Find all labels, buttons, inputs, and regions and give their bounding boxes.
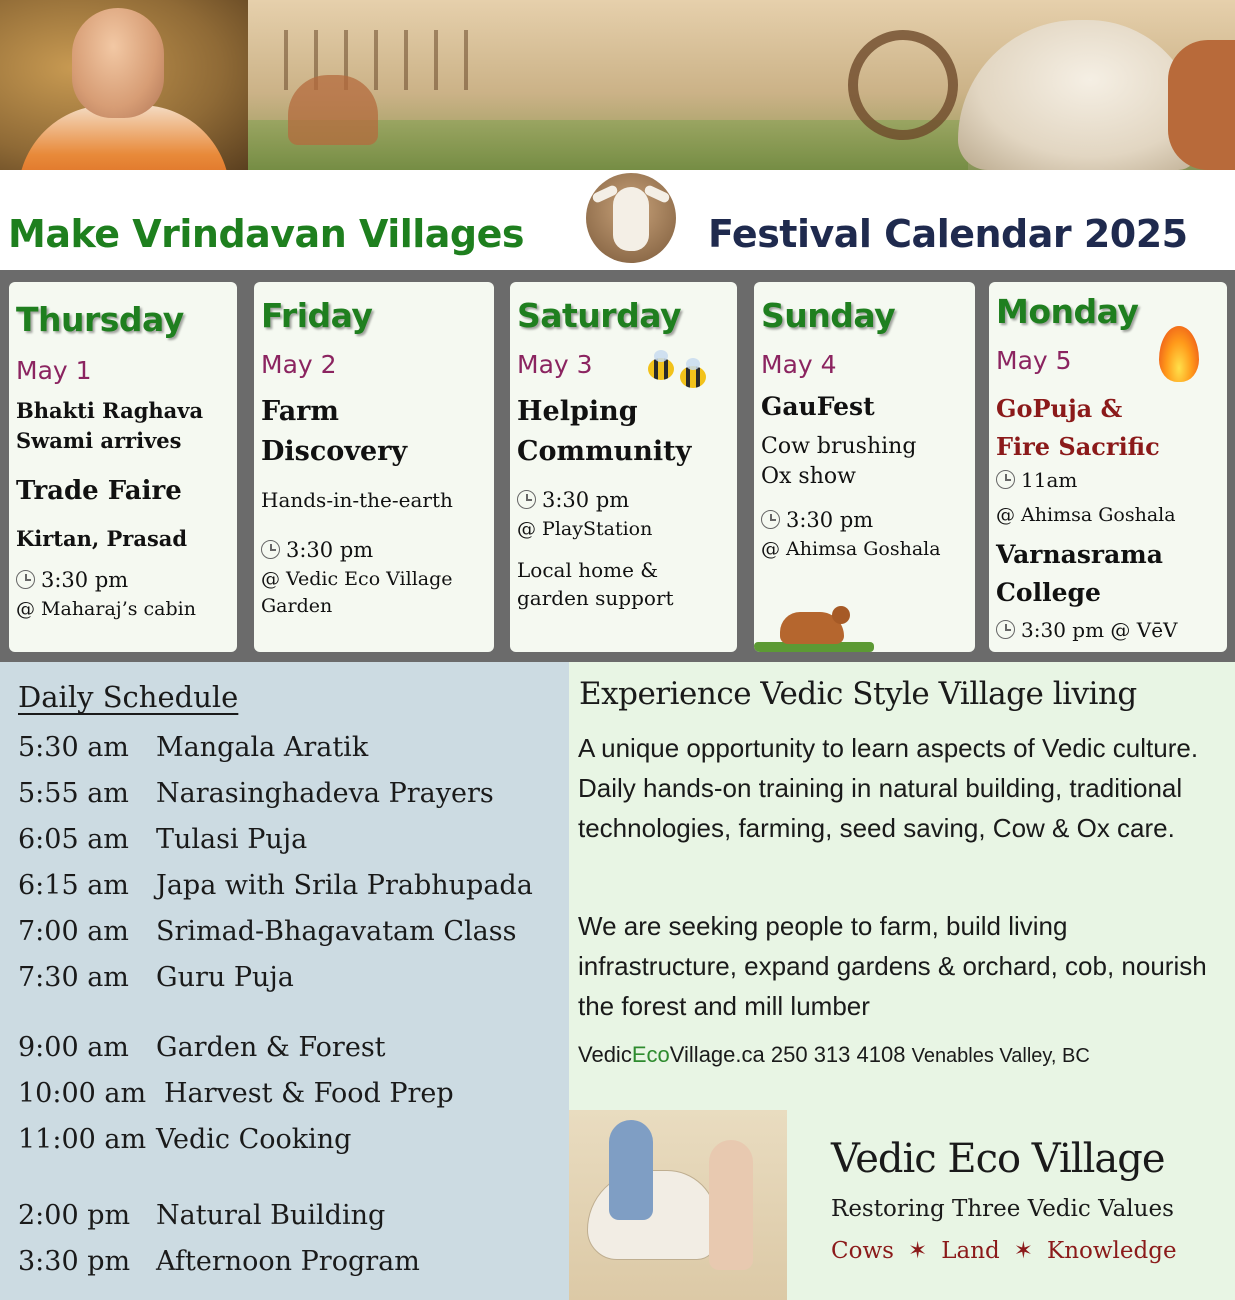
- schedule-row: 6:05 am Tulasi Puja: [18, 824, 308, 855]
- brand-subtitle: Restoring Three Vedic Values: [831, 1196, 1174, 1222]
- event-note: Local home &: [517, 558, 659, 582]
- fire-icon: [1159, 326, 1199, 382]
- event-location: @ PlayStation: [517, 518, 653, 540]
- event-time: 3:30 pm: [16, 568, 128, 592]
- brand-title: Vedic Eco Village: [831, 1136, 1165, 1182]
- schedule-row: 7:30 am Guru Puja: [18, 962, 294, 993]
- phone-number: 250 313 4108: [770, 1042, 906, 1067]
- event-location: @ Maharaj’s cabin: [16, 598, 196, 620]
- event-title: College: [996, 578, 1101, 607]
- contact-line: [578, 1042, 1090, 1068]
- location-text: Venables Valley, BC: [911, 1045, 1090, 1067]
- event-title: GoPuja &: [996, 394, 1123, 423]
- day-name: Saturday: [517, 296, 681, 335]
- krishna-cow-painting: [569, 1110, 787, 1300]
- day-date: May 4: [761, 350, 837, 379]
- schedule-row: 3:30 pm Afternoon Program: [18, 1246, 420, 1277]
- portrait-photo: [0, 0, 248, 170]
- website-link[interactable]: VedicEcoVillage.ca: [578, 1042, 765, 1067]
- clock-icon: [16, 570, 35, 589]
- event-time: 3:30 pm: [761, 508, 873, 532]
- event-note: Hands-in-the-earth: [261, 488, 453, 512]
- event-time: 3:30 pm @ VēV: [996, 618, 1177, 642]
- schedule-row: 10:00 am Harvest & Food Prep: [18, 1078, 454, 1109]
- clock-icon: [996, 620, 1015, 639]
- schedule-title: Daily Schedule: [18, 680, 239, 714]
- event-title: Fire Sacrific: [996, 432, 1160, 461]
- schedule-row: 2:00 pm Natural Building: [18, 1200, 386, 1231]
- event-note: Ox show: [761, 464, 856, 489]
- event-location: Garden: [261, 595, 333, 617]
- event-title: Farm: [261, 396, 339, 427]
- page-title-left: Make Vrindavan Villages: [8, 212, 525, 256]
- info-panel: [569, 662, 1235, 1110]
- day-card-sunday: [754, 282, 975, 652]
- day-card-saturday: [510, 282, 737, 652]
- event-line: Kirtan, Prasad: [16, 526, 188, 551]
- festival-calendar: [0, 270, 1235, 662]
- day-date: May 3: [517, 350, 593, 379]
- info-title: Experience Vedic Style Village living: [579, 676, 1137, 712]
- event-time: 11am: [996, 468, 1077, 492]
- day-name: Sunday: [761, 296, 896, 335]
- info-paragraph: A unique opportunity to learn aspects of Vedic culture. Daily hands-on training in natural building, traditional technologies, farming, seed saving, Cow & Ox care.: [578, 733, 1199, 843]
- event-location: @ Ahimsa Goshala: [996, 504, 1176, 526]
- clock-icon: [996, 470, 1015, 489]
- star-icon: ✶: [1013, 1238, 1034, 1264]
- event-note: Cow brushing: [761, 434, 917, 459]
- header-banner: [0, 0, 1235, 170]
- day-name: Thursday: [16, 300, 184, 339]
- brand-footer: [569, 1110, 1235, 1300]
- day-name: Friday: [261, 296, 373, 335]
- event-title: Community: [517, 436, 692, 467]
- schedule-row: 5:30 am Mangala Aratik: [18, 732, 369, 763]
- schedule-row: 9:00 am Garden & Forest: [18, 1032, 386, 1063]
- star-icon: ✶: [907, 1238, 928, 1264]
- event-line: Swami arrives: [16, 428, 182, 453]
- schedule-row: 6:15 am Japa with Srila Prabhupada: [18, 870, 533, 901]
- info-paragraph: We are seeking people to farm, build living infrastructure, expand gardens & orchard, cob, nourish the forest and mill lumber: [578, 911, 1207, 1021]
- schedule-row: 7:00 am Srimad-Bhagavatam Class: [18, 916, 517, 947]
- schedule-row: 5:55 am Narasinghadeva Prayers: [18, 778, 494, 809]
- day-date: May 1: [16, 356, 92, 385]
- clock-icon: [261, 540, 280, 559]
- event-line: Bhakti Raghava: [16, 398, 204, 423]
- bee-icon: [680, 366, 706, 388]
- event-title: Discovery: [261, 436, 408, 467]
- cow-logo-icon: [586, 173, 676, 263]
- clock-icon: [517, 490, 536, 509]
- event-title: GauFest: [761, 392, 875, 421]
- event-time: 3:30 pm: [261, 538, 373, 562]
- day-card-thursday: [9, 282, 237, 652]
- daily-schedule: [0, 662, 569, 1300]
- event-title: Helping: [517, 396, 638, 427]
- event-title: Trade Faire: [16, 476, 182, 506]
- day-date: May 5: [996, 346, 1072, 375]
- clock-icon: [761, 510, 780, 529]
- event-note: garden support: [517, 586, 674, 610]
- day-card-monday: [989, 282, 1227, 652]
- village-painting: [248, 0, 1235, 170]
- calf-icon: [780, 612, 844, 644]
- event-title: Varnasrama: [996, 540, 1163, 569]
- bee-icon: [648, 358, 674, 380]
- day-date: May 2: [261, 350, 337, 379]
- event-location: @ Ahimsa Goshala: [761, 538, 941, 560]
- day-card-friday: [254, 282, 494, 652]
- schedule-row: 11:00 am Vedic Cooking: [18, 1124, 352, 1155]
- page-title-right: Festival Calendar 2025: [708, 212, 1188, 256]
- event-time: 3:30 pm: [517, 488, 629, 512]
- day-name: Monday: [996, 292, 1139, 331]
- event-location: @ Vedic Eco Village: [261, 568, 453, 590]
- brand-values: Cows ✶ Land ✶ Knowledge: [831, 1238, 1177, 1264]
